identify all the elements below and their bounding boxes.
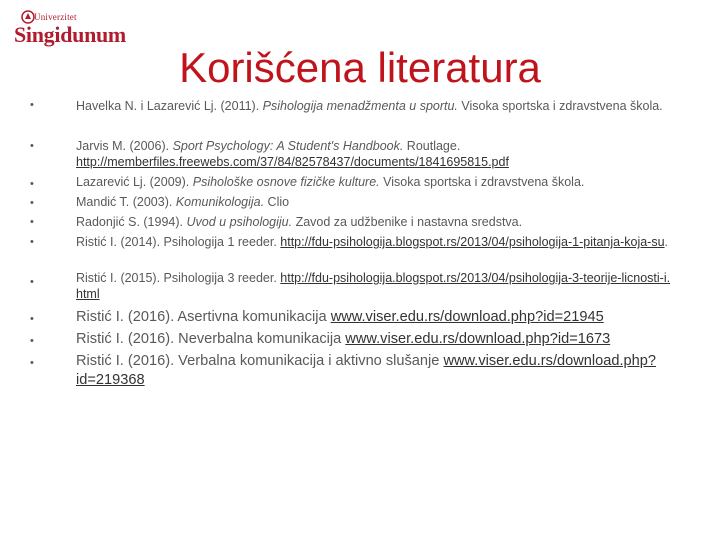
bullet: • xyxy=(30,276,34,288)
ref-author: Radonjić S. (1994). xyxy=(76,215,187,229)
ref-publisher: Visoka sportska i zdravstvena škola. xyxy=(457,99,663,113)
page-title: Korišćena literatura xyxy=(179,44,541,91)
bullet: • xyxy=(30,178,34,190)
bullet: • xyxy=(30,313,34,325)
ref-tail: . xyxy=(664,235,669,249)
logo-top-text: Univerzitet xyxy=(34,12,77,22)
reference-item xyxy=(76,352,676,390)
ref-author: Ristić I. (2016). Asertivna komunikacija xyxy=(76,309,331,325)
ref-publisher: Clio xyxy=(264,195,290,209)
ref-link[interactable]: http://fdu-psihologija.blogspot.rs/2013/04/psihologija-3-teorije-licnosti-i.html xyxy=(76,271,671,301)
ref-publisher: Visoka sportska i zdravstvena škola. xyxy=(379,175,585,189)
ref-title: Komunikologija. xyxy=(175,195,265,209)
ref-title: Psihološke osnove fizičke kulture. xyxy=(192,175,380,189)
ref-author: Ristić I. (2016). Verbalna komunikacija i aktivno slušanje xyxy=(76,353,444,369)
ref-publisher: Routlage. xyxy=(403,139,461,153)
ref-title: Sport Psychology: A Student's Handbook. xyxy=(172,139,404,153)
ref-link[interactable]: http://memberfiles.freewebs.com/37/84/82578437/documents/1841695815.pdf xyxy=(76,155,509,169)
ref-author: Jarvis M. (2006). xyxy=(76,139,173,153)
ref-author: Havelka N. i Lazarević Lj. (2011). xyxy=(76,99,263,113)
ref-link[interactable]: www.viser.edu.rs/download.php?id=21945 xyxy=(330,309,604,325)
ref-title: Psihologija menadžmenta u sportu. xyxy=(262,99,458,113)
ref-author: Ristić I. (2016). Neverbalna komunikacija xyxy=(76,331,346,347)
ref-link[interactable]: www.viser.edu.rs/download.php?id=219368 xyxy=(76,353,656,388)
reference-item xyxy=(76,330,676,349)
ref-link[interactable]: www.viser.edu.rs/download.php?id=1673 xyxy=(345,331,611,347)
ref-link[interactable]: http://fdu-psihologija.blogspot.rs/2013/04/psihologija-1-pitanja-koja-su xyxy=(280,235,665,249)
logo-main-text: Singidunum xyxy=(14,22,126,47)
bullet: • xyxy=(30,99,34,111)
ref-publisher: Zavod za udžbenike i nastavna sredstva. xyxy=(292,215,523,229)
bullet: • xyxy=(30,216,34,228)
ref-author: Lazarević Lj. (2009). xyxy=(76,175,193,189)
bullet: • xyxy=(30,357,34,369)
ref-author: Ristić I. (2014). Psihologija 1 reeder. xyxy=(76,235,281,249)
reference-item xyxy=(76,234,676,250)
bullet: • xyxy=(30,140,34,152)
reference-item xyxy=(76,138,676,170)
ref-author: Ristić I. (2015). Psihologija 3 reeder. xyxy=(76,271,281,285)
reference-item xyxy=(76,98,676,114)
reference-item xyxy=(76,194,676,210)
reference-item xyxy=(76,308,676,327)
ref-author: Mandić T. (2003). xyxy=(76,195,176,209)
bullet: • xyxy=(30,335,34,347)
bullet: • xyxy=(30,197,34,209)
bullet: • xyxy=(30,236,34,248)
ref-title: Uvod u psihologiju. xyxy=(186,215,293,229)
reference-item xyxy=(76,214,676,230)
reference-item xyxy=(76,174,676,190)
reference-item xyxy=(76,270,676,302)
